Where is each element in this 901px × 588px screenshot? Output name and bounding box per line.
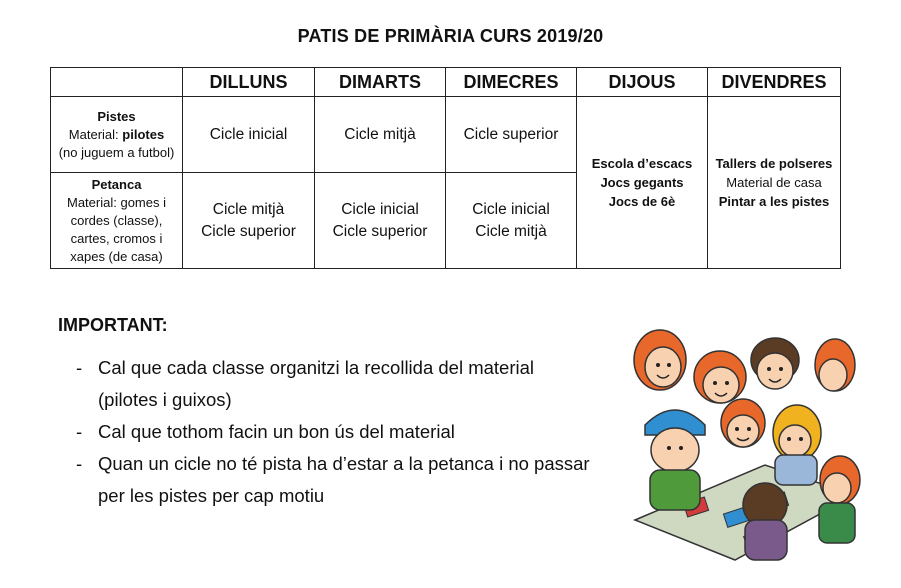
list-item <box>76 416 596 448</box>
important-heading: IMPORTANT: <box>58 315 168 335</box>
header-dilluns: DILLUNS <box>183 68 315 97</box>
cell-text: Cicle mitjà <box>212 200 285 218</box>
schedule-table <box>50 67 841 269</box>
page-title: PATIS DE PRIMÀRIA CURS 2019/20 <box>297 26 604 46</box>
cell-text: Cicle superior <box>463 125 559 143</box>
row-title-pistes: Pistes <box>97 108 136 124</box>
material-bold: pilotes <box>122 126 165 142</box>
children-playing-board-game-illustration <box>615 305 865 565</box>
row-material-pistes <box>55 126 178 144</box>
row-label-petanca <box>51 173 183 269</box>
cell-text: Cicle inicial <box>472 200 550 218</box>
cell-text: Cicle inicial <box>209 125 288 143</box>
cell-text: Cicle mitjà <box>344 125 416 143</box>
list-item <box>76 448 596 512</box>
cell-text: Cicle inicial <box>341 200 419 218</box>
material-prefix: Material: <box>68 126 119 142</box>
row-note-pistes: (no juguem a futbol) <box>58 144 175 160</box>
empty-corner-cell <box>51 68 183 97</box>
divendres-line: Material de casa <box>726 175 822 190</box>
dijous-line: Jocs gegants <box>600 175 684 190</box>
list-item-text: Cal que cada classe organitzi la recollida del material (pilotes i guixos) <box>98 357 535 410</box>
bullet-dash: - <box>76 453 83 474</box>
cell-dijous <box>577 97 708 269</box>
bullet-dash: - <box>76 357 83 378</box>
dijous-line: Escola d’escacs <box>591 156 693 171</box>
cell-dimecres-petanca <box>446 173 577 269</box>
cell-dimarts-pistes <box>315 97 446 173</box>
header-dimecres: DIMECRES <box>446 68 577 97</box>
header-divendres: DIVENDRES <box>708 68 841 97</box>
dijous-line: Jocs de 6è <box>608 194 676 209</box>
header-dimarts: DIMARTS <box>315 68 446 97</box>
important-list <box>76 352 596 512</box>
list-item <box>76 352 596 416</box>
divendres-line: Pintar a les pistes <box>718 194 830 209</box>
cell-text: Cicle mitjà <box>475 222 547 240</box>
row-title-petanca: Petanca <box>91 176 142 192</box>
divendres-line: Tallers de polseres <box>715 156 833 171</box>
header-row <box>51 68 841 97</box>
table-row-pistes <box>51 97 841 173</box>
list-item-text: Cal que tothom facin un bon ús del material <box>98 421 455 442</box>
cell-text: Cicle superior <box>201 222 296 240</box>
cell-divendres <box>708 97 841 269</box>
cell-text: Cicle superior <box>332 222 428 240</box>
cell-dimecres-pistes <box>446 97 577 173</box>
bullet-dash: - <box>76 421 83 442</box>
row-material-petanca: Material: gomes i cordes (classe), cartes, cromos i xapes (de casa) <box>67 194 166 264</box>
cell-dilluns-pistes <box>183 97 315 173</box>
cell-dimarts-petanca <box>315 173 446 269</box>
list-item-text: Quan un cicle no té pista ha d’estar a la petanca i no passar per les pistes per cap motiu <box>98 453 590 506</box>
row-label-pistes <box>51 97 183 173</box>
cell-dilluns-petanca <box>183 173 315 269</box>
header-dijous: DIJOUS <box>577 68 708 97</box>
